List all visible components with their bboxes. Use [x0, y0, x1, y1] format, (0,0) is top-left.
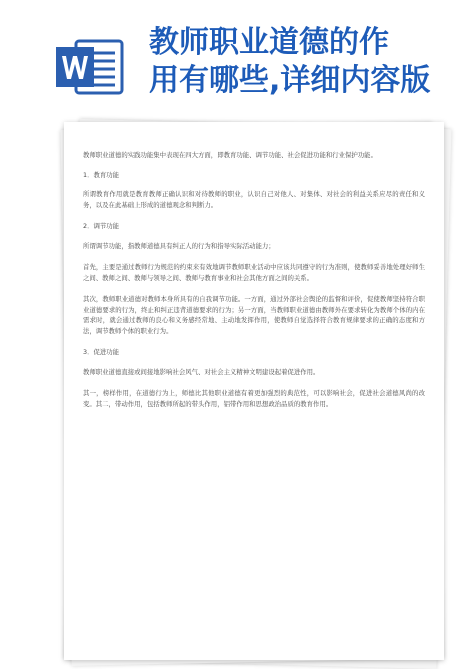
- body-paragraph: 首先，主要是通过教师行为规范的约束来有效地调节教师职业活动中应该共同遵守的行为准则，使教师妥善地处理好师生之间、教师之间、教师与领导之间、教师与教育事业和社会其他方面之间的关系。: [83, 263, 425, 282]
- intro-paragraph: 教师职业道德的实践功能集中表现在四大方面，即教育功能、调节功能、社会促进功能和行业保护功能。: [83, 151, 377, 159]
- body-paragraph: 所谓调节功能，指教师道德具有纠正人的行为和指导实际活动能力；: [83, 241, 275, 250]
- title-line-1: 教师职业道德的作: [149, 25, 389, 60]
- word-document-icon: [54, 39, 128, 95]
- page-title: [149, 24, 467, 100]
- body-paragraph: 其一，榜样作用，在道德行为上，师德比其他职业道德有着更加强烈的典范性，可以影响社会，促进社会道德风尚的改变。其二，带动作用，包括教师所起的带头作用，铝带作用和思想政治品质的教育作用。: [83, 389, 425, 408]
- document-body: [83, 150, 425, 409]
- header-banner: [0, 0, 474, 120]
- body-paragraph: 所谓教育作用就是教育教师正确认识和对待教师的职业，认识自己对他人、对集体、对社会的利益关系应尽的责任和义务，以及在此基础上形成的道德观念和判断力。: [83, 190, 425, 209]
- body-paragraph: 教师职业道德直接或间接地影响社会风气、对社会主义精神文明建设起着促进作用。: [83, 367, 320, 376]
- section-heading: 3．促进功能: [83, 348, 120, 356]
- section-heading: 2．调节功能: [83, 222, 120, 230]
- document-page: [64, 122, 444, 660]
- section-heading: 1．教育功能: [83, 170, 120, 179]
- body-paragraph: 其次，教师职业道德对教师本身所具有的自我调节功能。一方面，通过外部社会舆论的监督和评价，促使教师坚持符合职业道德要求的行为，终止和纠正违背道德要求的行为；另一方面，当教师职业道德由教师外在要求转化为教师个体的内在需求时，就会通过教师的良心和义务感经常地、主动地发挥作用，使教师自觉选择符合教育规律要求的正确的态度和方法，调节教师个体的职业行为。: [83, 295, 425, 335]
- title-line-2: 用有哪些,详细内容版: [149, 63, 431, 98]
